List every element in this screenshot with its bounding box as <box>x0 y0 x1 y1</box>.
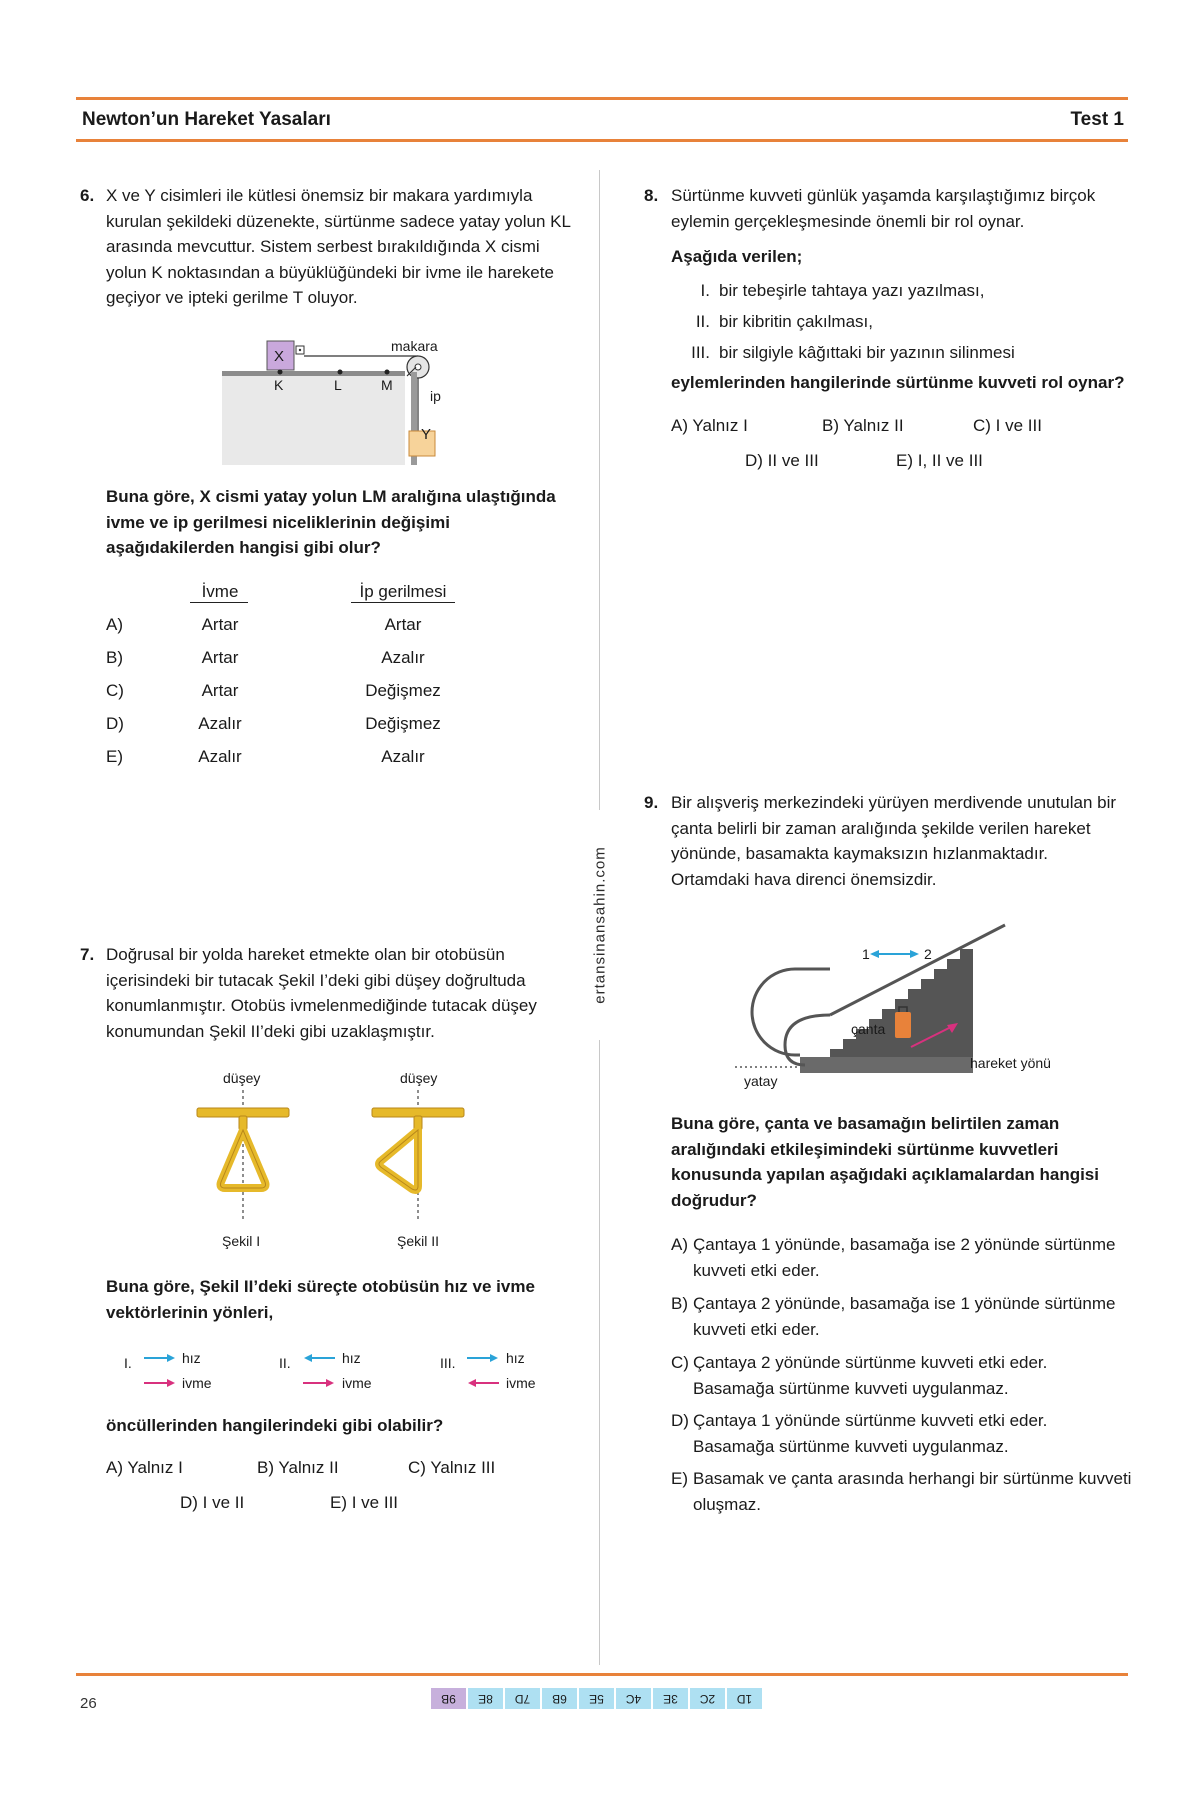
q6-option-label: D) <box>106 714 124 733</box>
answer-key-4: 4C <box>616 1688 651 1709</box>
q7-question: Buna göre, Şekil II’deki süreçte otobüsün hız ve ivme vektörlerinin yönleri, <box>106 1277 535 1322</box>
q8-item-3-number: III. <box>691 343 710 362</box>
q7-figure-2-caption: Şekil II <box>397 1233 440 1249</box>
q6-text: X ve Y cisimleri ile kütlesi önemsiz bir makara yardımıyla kurulan şekildeki düzenekte, sürtünme sadece yatay yolun KL arasında mevcuttur. Sistem serbest bırakıldığında X cismi yolun K noktasından a büyüklüğündeki bir ivme ile harekete geçiyor ve ipteki gerilme T oluyor. <box>106 186 571 307</box>
q6-col-ivme-underline <box>190 602 248 603</box>
q9-number: 9. <box>644 793 659 812</box>
header-top-rule <box>76 97 1128 100</box>
answer-key-8: 8E <box>468 1688 503 1709</box>
q6-question: Buna göre, X cismi yatay yolun LM aralığına ulaştığında ivme ve ip gerilmesi niceliklerinin değişimi aşağıdakilerden hangisi gibi olur? <box>106 487 556 557</box>
page-number: 26 <box>80 1695 97 1712</box>
q6-option-ip: Artar <box>384 615 422 634</box>
q7-option-a[interactable]: A) Yalnız I <box>106 1458 183 1477</box>
right-arrow-icon <box>302 1378 336 1388</box>
q7-text: Doğrusal bir yolda hareket etmekte olan bir otobüsün içerisindeki bir tutacak Şekil I’deki gibi düşey doğrultuda konumlanmıştır. Otobüs ivmelenmediğinde tutacak düşey konumundan Şekil II’deki gibi uzaklaşmıştır. <box>106 945 537 1041</box>
q9-direction-1-label: 1 <box>862 946 870 962</box>
q7-option-b[interactable]: B) Yalnız II <box>257 1458 339 1477</box>
q6-box-x-label: X <box>274 348 285 365</box>
q6-point-m: M <box>381 377 393 393</box>
header-title: Newton’un Hareket Yasaları <box>82 109 331 130</box>
q8-option-c[interactable]: C) I ve III <box>973 416 1042 435</box>
q6-option-label: E) <box>106 747 123 766</box>
q8-item-3-text: bir silgiyle kâğıttaki bir yazının silinmesi <box>719 343 1015 362</box>
q7-option-e[interactable]: E) I ve III <box>330 1493 399 1512</box>
q9-horizontal-label: yatay <box>744 1073 778 1089</box>
q6-option-ip: Azalır <box>381 747 425 766</box>
watermark <box>588 820 612 1030</box>
q7-figure-1-caption: Şekil I <box>222 1233 261 1249</box>
q6-option-ip: Azalır <box>381 648 425 667</box>
q6-point-k: K <box>274 377 284 393</box>
q9-option-label: C) <box>671 1353 689 1372</box>
q7-vertical-label-1: düşey <box>223 1070 261 1086</box>
right-arrow-icon <box>466 1353 500 1363</box>
q6-col-ip-underline <box>351 602 455 603</box>
q8-text: Sürtünme kuvveti günlük yaşamda karşılaştığımız birçok eylemin gerçekleşmesinde önemli bir rol oynar. <box>671 186 1096 231</box>
answer-key-3: 3E <box>653 1688 688 1709</box>
q7-handle-figure-1 <box>195 1090 295 1220</box>
q8-item-1-text: bir tebeşirle tahtaya yazı yazılması, <box>719 281 985 300</box>
q6-box-y-label: Y <box>421 426 432 443</box>
q7-item-3-acceleration: ivme <box>506 1375 536 1391</box>
q7-item-1-velocity: hız <box>182 1350 201 1366</box>
q7-item-2-velocity: hız <box>342 1350 361 1366</box>
q9-question: Buna göre, çanta ve basamağın belirtilen zaman aralığındaki etkileşimindeki sürtünme kuvvetleri konusunda yapılan aşağıdaki açıklamalardan hangisi doğrudur? <box>671 1114 1099 1210</box>
q7-item-1-label: I. <box>124 1355 132 1371</box>
q7-option-c[interactable]: C) Yalnız III <box>408 1458 496 1477</box>
q9-option-text: Çantaya 1 yönünde sürtünme kuvveti etki eder. Basamağa sürtünme kuvveti uygulanmaz. <box>693 1411 1048 1456</box>
header-test-label: Test 1 <box>1070 109 1124 130</box>
q6-option-ivme: Artar <box>201 615 239 634</box>
q7-handle-figure-2 <box>370 1090 470 1220</box>
answer-key-7: 7D <box>505 1688 540 1709</box>
q8-option-e[interactable]: E) I, II ve III <box>896 451 983 470</box>
q9-direction-2-label: 2 <box>924 946 932 962</box>
footer-rule <box>76 1673 1128 1676</box>
q8-item-2-text: bir kibritin çakılması, <box>719 312 873 331</box>
q7-item-2-label: II. <box>279 1355 291 1371</box>
q8-question: eylemlerinden hangilerinde sürtünme kuvveti rol oynar? <box>671 373 1125 392</box>
q9-option-text: Çantaya 2 yönünde, basamağa ise 1 yönünde sürtünme kuvveti etki eder. <box>693 1294 1116 1339</box>
q6-col-ivme: İvme <box>201 582 239 601</box>
q9-option-label: A) <box>671 1235 688 1254</box>
answer-key-1: 1D <box>727 1688 762 1709</box>
q9-bag-label: çanta <box>851 1021 886 1037</box>
q6-option-ivme: Artar <box>201 681 239 700</box>
q6-option-label: C) <box>106 681 124 700</box>
q6-option-label: A) <box>106 615 123 634</box>
q6-rope-label: ip <box>430 388 441 404</box>
q8-lead: Aşağıda verilen; <box>671 247 803 266</box>
q8-option-a[interactable]: A) Yalnız I <box>671 416 748 435</box>
q9-option-label: B) <box>671 1294 688 1313</box>
q9-option-text: Çantaya 1 yönünde, basamağa ise 2 yönünde sürtünme kuvveti etki eder. <box>693 1235 1116 1280</box>
q6-option-ivme: Azalır <box>198 747 242 766</box>
q9-option-text: Çantaya 2 yönünde sürtünme kuvveti etki eder. Basamağa sürtünme kuvveti uygulanmaz. <box>693 1353 1048 1398</box>
q7-option-d[interactable]: D) I ve II <box>180 1493 245 1512</box>
q9-option-text: Basamak ve çanta arasında herhangi bir sürtünme kuvveti oluşmaz. <box>693 1469 1132 1514</box>
q7-prompt: öncüllerinden hangilerindeki gibi olabilir? <box>106 1416 444 1435</box>
q7-item-2-acceleration: ivme <box>342 1375 372 1391</box>
q7-item-3-label: III. <box>440 1355 456 1371</box>
q7-number: 7. <box>80 945 95 964</box>
header-bottom-rule <box>76 139 1128 142</box>
watermark-text: ertansinansahin.com <box>591 846 609 1004</box>
right-arrow-icon <box>143 1353 177 1363</box>
q9-text: Bir alışveriş merkezindeki yürüyen merdivende unutulan bir çanta belirli bir zaman aralığında şekilde verilen hareket yönünde, basamakta kaymaksızın hızlanmaktadır. Ortamdaki hava direnci önemsizdir. <box>671 793 1117 889</box>
q6-option-ivme: Artar <box>201 648 239 667</box>
q8-number: 8. <box>644 186 659 205</box>
q6-option-ivme: Azalır <box>198 714 242 733</box>
q6-col-ip: İp gerilmesi <box>359 582 447 601</box>
left-arrow-icon <box>466 1378 500 1388</box>
column-divider-top <box>599 170 600 810</box>
q6-pulley-label: makara <box>391 338 438 354</box>
q8-item-2-number: II. <box>695 312 710 331</box>
q6-point-l: L <box>334 377 342 393</box>
right-arrow-icon <box>143 1378 177 1388</box>
q9-option-label: E) <box>671 1469 688 1488</box>
q6-option-ip: Değişmez <box>365 681 441 700</box>
q7-item-3-velocity: hız <box>506 1350 525 1366</box>
q8-option-d[interactable]: D) II ve III <box>745 451 819 470</box>
q9-motion-label: hareket yönü <box>970 1055 1051 1071</box>
q6-option-ip: Değişmez <box>365 714 441 733</box>
q6-number: 6. <box>80 186 95 205</box>
q7-vertical-label-2: düşey <box>400 1070 438 1086</box>
answer-key-6: 6B <box>542 1688 577 1709</box>
q8-option-b[interactable]: B) Yalnız II <box>822 416 904 435</box>
column-divider-bottom <box>599 1040 600 1665</box>
q7-item-1-acceleration: ivme <box>182 1375 212 1391</box>
left-arrow-icon <box>302 1353 336 1363</box>
q6-option-label: B) <box>106 648 123 667</box>
answer-key-5: 5E <box>579 1688 614 1709</box>
answer-key-9: 9B <box>431 1688 466 1709</box>
q9-option-label: D) <box>671 1411 689 1430</box>
answer-key-2: 2C <box>690 1688 725 1709</box>
q8-item-1-number: I. <box>700 281 710 300</box>
